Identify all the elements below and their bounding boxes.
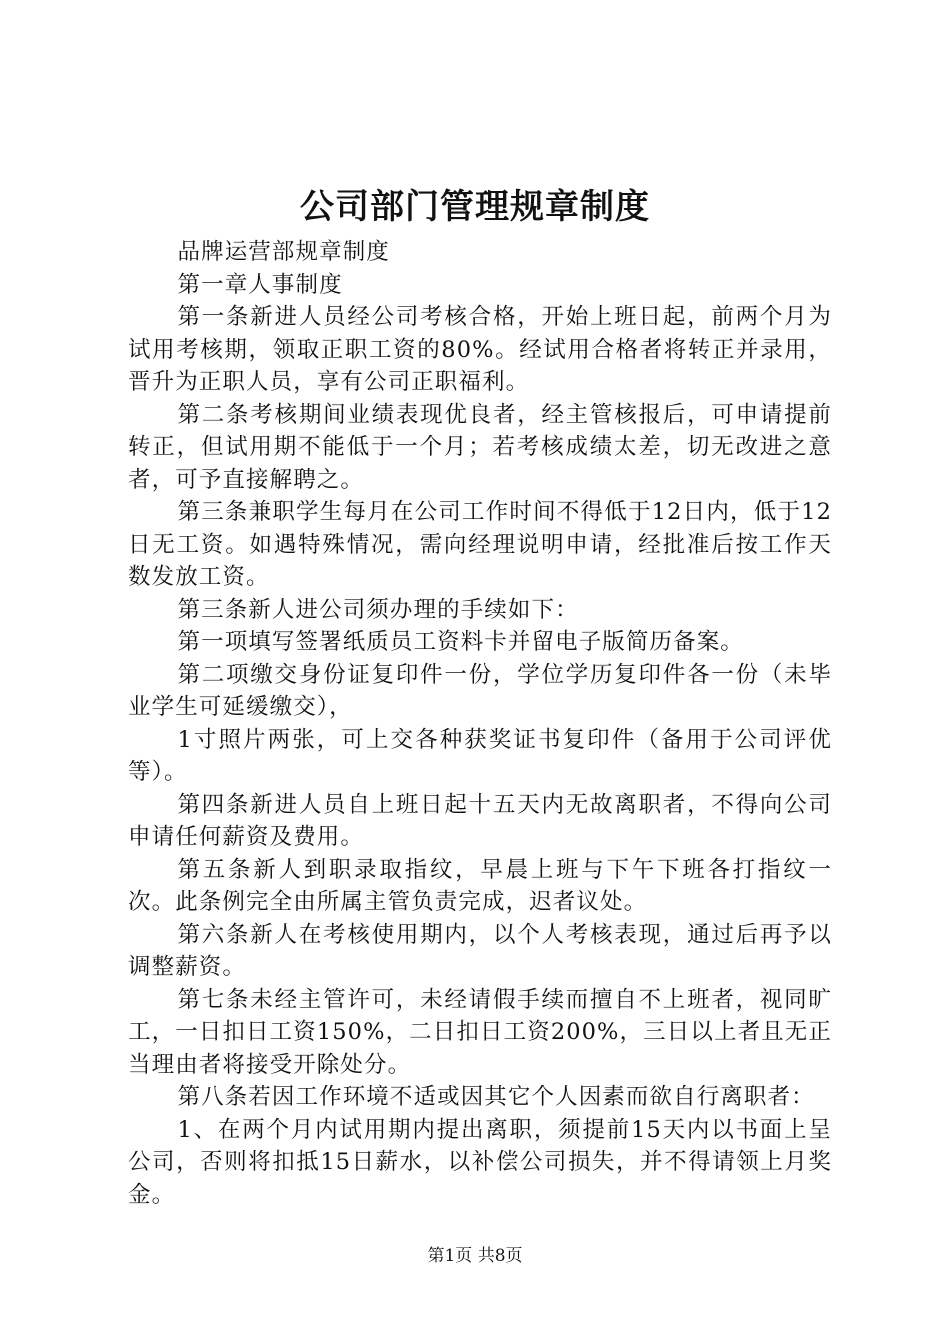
paragraph: 第二项缴交身份证复印件一份，学位学历复印件各一份（未毕业学生可延缓缴交），	[128, 661, 832, 720]
paragraph: 1、在两个月内试用期内提出离职，须提前15天内以书面上呈公司，否则将扣抵15日薪水，以补偿公司损失，并不得请领上月奖金。	[128, 1116, 832, 1208]
page-number: 第1页 共8页	[427, 1246, 523, 1266]
paragraph: 第一项填写签署纸质员工资料卡并留电子版简历备案。	[177, 629, 744, 655]
paragraph: 第二条考核期间业绩表现优良者，经主管核报后，可申请提前转正，但试用期不能低于一个月；若考核成绩太差，切无改进之意者，可予直接解聘之。	[128, 401, 832, 493]
paragraph: 第四条新进人员自上班日起十五天内无故离职者，不得向公司申请任何薪资及费用。	[128, 791, 832, 850]
paragraph: 第三条新人进公司须办理的手续如下：	[177, 596, 579, 623]
paragraph: 第八条若因工作环境不适或因其它个人因素而欲自行离职者：	[177, 1084, 815, 1110]
paragraph: 第一条新进人员经公司考核合格，开始上班日起，前两个月为试用考核期，领取正职工资的80%。经试用合格者将转正并录用，晋升为正职人员，享有公司正职福利。	[128, 304, 832, 395]
paragraph: 1寸照片两张，可上交各种获奖证书复印件（备用于公司评优等）。	[128, 726, 832, 785]
paragraph: 第五条新人到职录取指纹，早晨上班与下午下班各打指纹一次。此条例完全由所属主管负责完成，迟者议处。	[128, 856, 832, 915]
paragraph: 第三条兼职学生每月在公司工作时间不得低于12日内，低于12日无工资。如遇特殊情况，需向经理说明申请，经批准后按工作天数发放工资。	[128, 499, 832, 590]
paragraph: 第六条新人在考核使用期内，以个人考核表现，通过后再予以调整薪资。	[128, 921, 832, 980]
paragraph: 第七条未经主管许可，未经请假手续而擅自不上班者，视同旷工，一日扣日工资150%，二日扣日工资200%，三日以上者且无正当理由者将接受开除处分。	[128, 986, 832, 1078]
document-body	[128, 236, 832, 1211]
paragraph: 品牌运营部规章制度	[177, 239, 390, 265]
paragraph: 第一章人事制度	[177, 271, 343, 298]
document-title: 公司部门管理规章制度	[300, 187, 650, 227]
